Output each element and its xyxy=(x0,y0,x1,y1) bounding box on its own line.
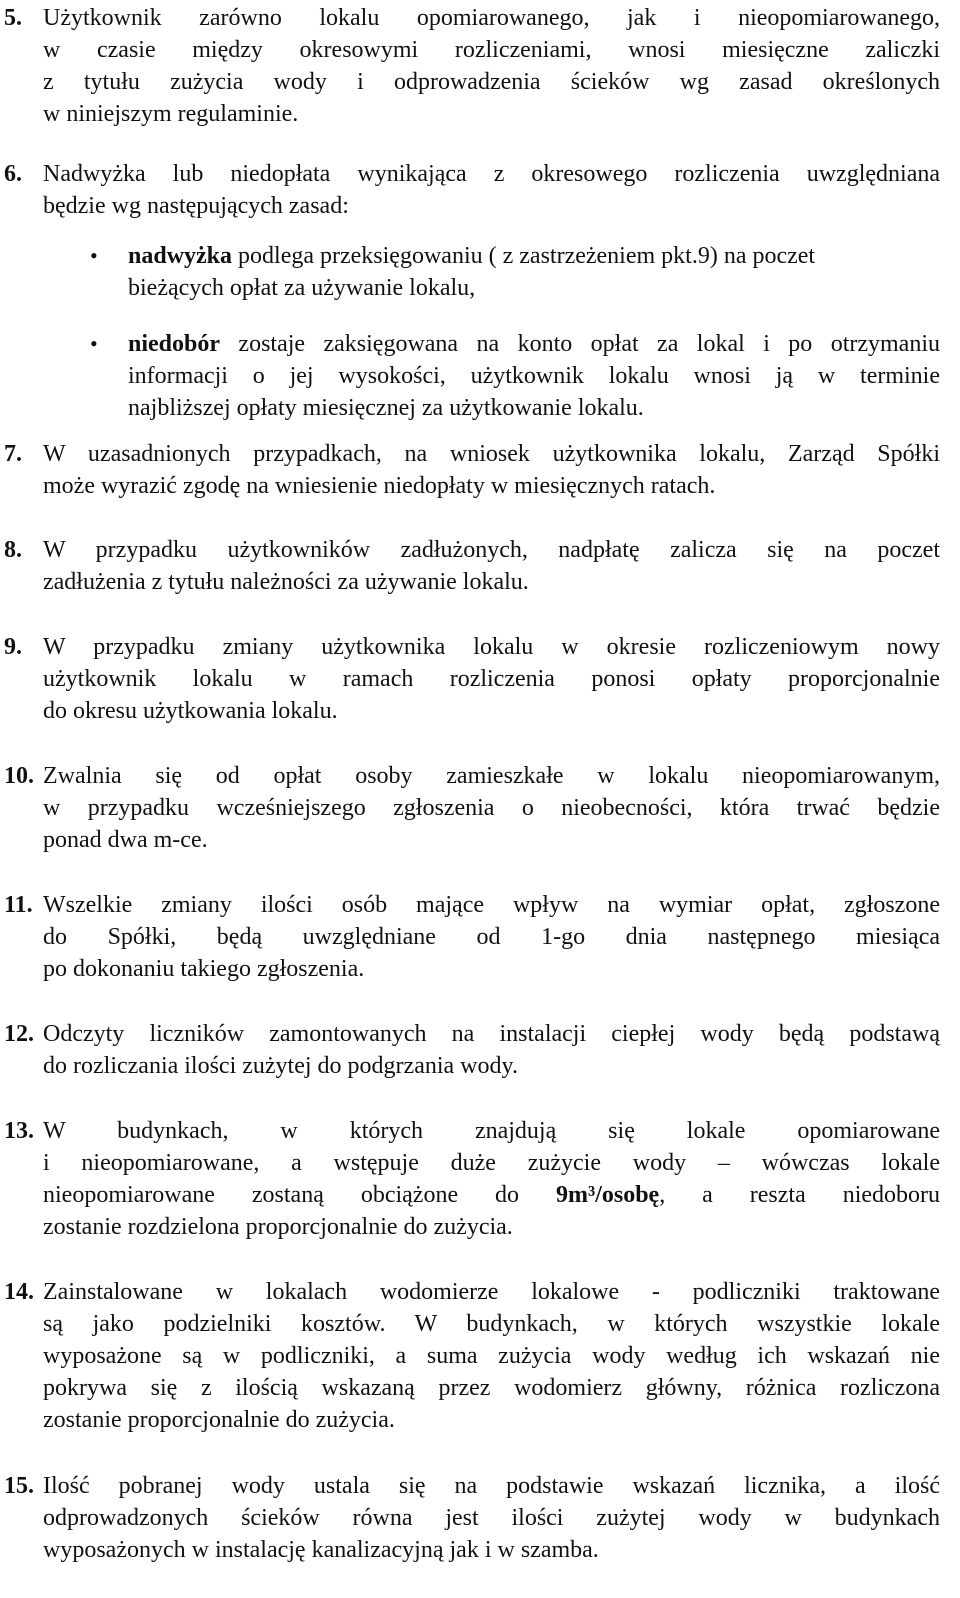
paragraph-text xyxy=(43,438,940,502)
text-line: wyposażonych w instalację kanalizacyjną jak i w szamba. xyxy=(43,1537,599,1563)
text-line: w czasie między okresowymi rozliczeniami, wnosi miesięczne zaliczki xyxy=(43,37,940,63)
text-line: i nieopomiarowane, a wstępuje duże zużycie wody – wówczas lokale xyxy=(43,1150,940,1176)
text-line: po dokonaniu takiego zgłoszenia. xyxy=(43,956,365,982)
text-line: Użytkownik zarówno lokalu opomiarowanego, jak i nieopomiarowanego, xyxy=(43,5,940,31)
text-fragment: , a reszta niedoboru xyxy=(659,1182,941,1208)
bold-term: 9m³/osobę xyxy=(556,1182,660,1208)
text-fragment: nieopomiarowane zostaną obciążone do xyxy=(43,1182,520,1208)
text-line: użytkownik lokalu w ramach rozliczenia ponosi opłaty proporcjonalnie xyxy=(43,666,940,692)
text-line: Odczyty liczników zamontowanych na instalacji ciepłej wody będą podstawą xyxy=(43,1021,940,1047)
paragraph-text xyxy=(43,1018,940,1082)
paragraph-text xyxy=(43,631,940,727)
paragraph-text xyxy=(43,760,940,856)
text-line: będzie wg następujących zasad: xyxy=(43,193,349,219)
bullet-icon: • xyxy=(90,243,98,268)
text-line: może wyrazić zgodę na wniesienie niedopłaty w miesięcznych ratach. xyxy=(43,473,716,499)
paragraph-text xyxy=(43,1276,940,1436)
text-line: zostanie rozdzielona proporcjonalnie do zużycia. xyxy=(43,1214,513,1240)
text-line: zostanie proporcjonalnie do zużycia. xyxy=(43,1407,395,1433)
text-line: ponad dwa m-ce. xyxy=(43,827,208,853)
text-line: Zainstalowane w lokalach wodomierze lokalowe - podliczniki traktowane xyxy=(43,1279,940,1305)
text-line: W przypadku użytkowników zadłużonych, nadpłatę zalicza się na poczet xyxy=(43,537,940,563)
text-line: w przypadku wcześniejszego zgłoszenia o nieobecności, która trwać będzie xyxy=(43,795,940,821)
text-line: do okresu użytkowania lokalu. xyxy=(43,698,338,724)
text-line xyxy=(43,1179,940,1211)
paragraph-number: 15. xyxy=(4,1473,34,1499)
text-line: do rozliczania ilości zużytej do podgrzania wody. xyxy=(43,1053,518,1079)
text-line: bieżących opłat za używanie lokalu, xyxy=(128,275,476,301)
text-line: Zwalnia się od opłat osoby zamieszkałe w lokalu nieopomiarowanym, xyxy=(43,763,940,789)
text-fragment: podlega przeksięgowaniu ( z zastrzeżeniem pkt.9) na poczet xyxy=(232,243,816,269)
text-line: są jako podzielniki kosztów. W budynkach, w których wszystkie lokale xyxy=(43,1311,940,1337)
text-line: najbliższej opłaty miesięcznej za użytkowanie lokalu. xyxy=(128,395,644,421)
text-line xyxy=(128,240,940,272)
text-line: do Spółki, będą uwzględniane od 1-go dnia następnego miesiąca xyxy=(43,924,940,950)
text-line: odprowadzonych ścieków równa jest ilości zużytej wody w budynkach xyxy=(43,1505,940,1531)
text-line: pokrywa się z ilością wskazaną przez wodomierz główny, różnica rozliczona xyxy=(43,1375,940,1401)
text-fragment: zostaje zaksięgowana na konto opłat za lokal i po otrzymaniu xyxy=(220,331,940,357)
paragraph-text xyxy=(43,1115,940,1243)
bullet-icon: • xyxy=(90,331,98,356)
paragraph-number: 13. xyxy=(4,1118,34,1144)
text-line: Wszelkie zmiany ilości osób mające wpływ na wymiar opłat, zgłoszone xyxy=(43,892,940,918)
text-line: informacji o jej wysokości, użytkownik lokalu wnosi ją w terminie xyxy=(128,363,940,389)
text-line: Ilość pobranej wody ustala się na podstawie wskazań licznika, a ilość xyxy=(43,1473,940,1499)
bold-term: nadwyżka xyxy=(128,243,233,269)
paragraph-number: 10. xyxy=(4,763,34,789)
bold-term: niedobór xyxy=(128,331,221,357)
paragraph-number: 5. xyxy=(4,5,22,31)
text-line: zadłużenia z tytułu należności za używanie lokalu. xyxy=(43,569,529,595)
paragraph-number: 7. xyxy=(4,441,22,467)
paragraph-number: 12. xyxy=(4,1021,34,1047)
text-line: Nadwyżka lub niedopłata wynikająca z okresowego rozliczenia uwzględniana xyxy=(43,161,940,187)
text-line: W uzasadnionych przypadkach, na wniosek użytkownika lokalu, Zarząd Spółki xyxy=(43,441,940,467)
text-line: wyposażone są w podliczniki, a suma zużycia wody według ich wskazań nie xyxy=(43,1343,940,1369)
paragraph-number: 8. xyxy=(4,537,22,563)
paragraph-number: 14. xyxy=(4,1279,34,1305)
paragraph-text xyxy=(43,158,940,222)
paragraph-number: 9. xyxy=(4,634,22,660)
paragraph-text xyxy=(43,534,940,598)
paragraph-text xyxy=(43,2,940,130)
paragraph-number: 6. xyxy=(4,161,22,187)
bullet-text xyxy=(128,328,940,424)
text-line: W budynkach, w których znajdują się lokale opomiarowane xyxy=(43,1118,940,1144)
text-line: z tytułu zużycia wody i odprowadzenia ścieków wg zasad określonych xyxy=(43,69,940,95)
bullet-text xyxy=(128,240,940,304)
text-line: w niniejszym regulaminie. xyxy=(43,101,299,127)
text-line: W przypadku zmiany użytkownika lokalu w okresie rozliczeniowym nowy xyxy=(43,634,940,660)
paragraph-text xyxy=(43,889,940,985)
text-line xyxy=(128,328,940,360)
paragraph-text xyxy=(43,1470,940,1566)
paragraph-number: 11. xyxy=(4,892,33,918)
